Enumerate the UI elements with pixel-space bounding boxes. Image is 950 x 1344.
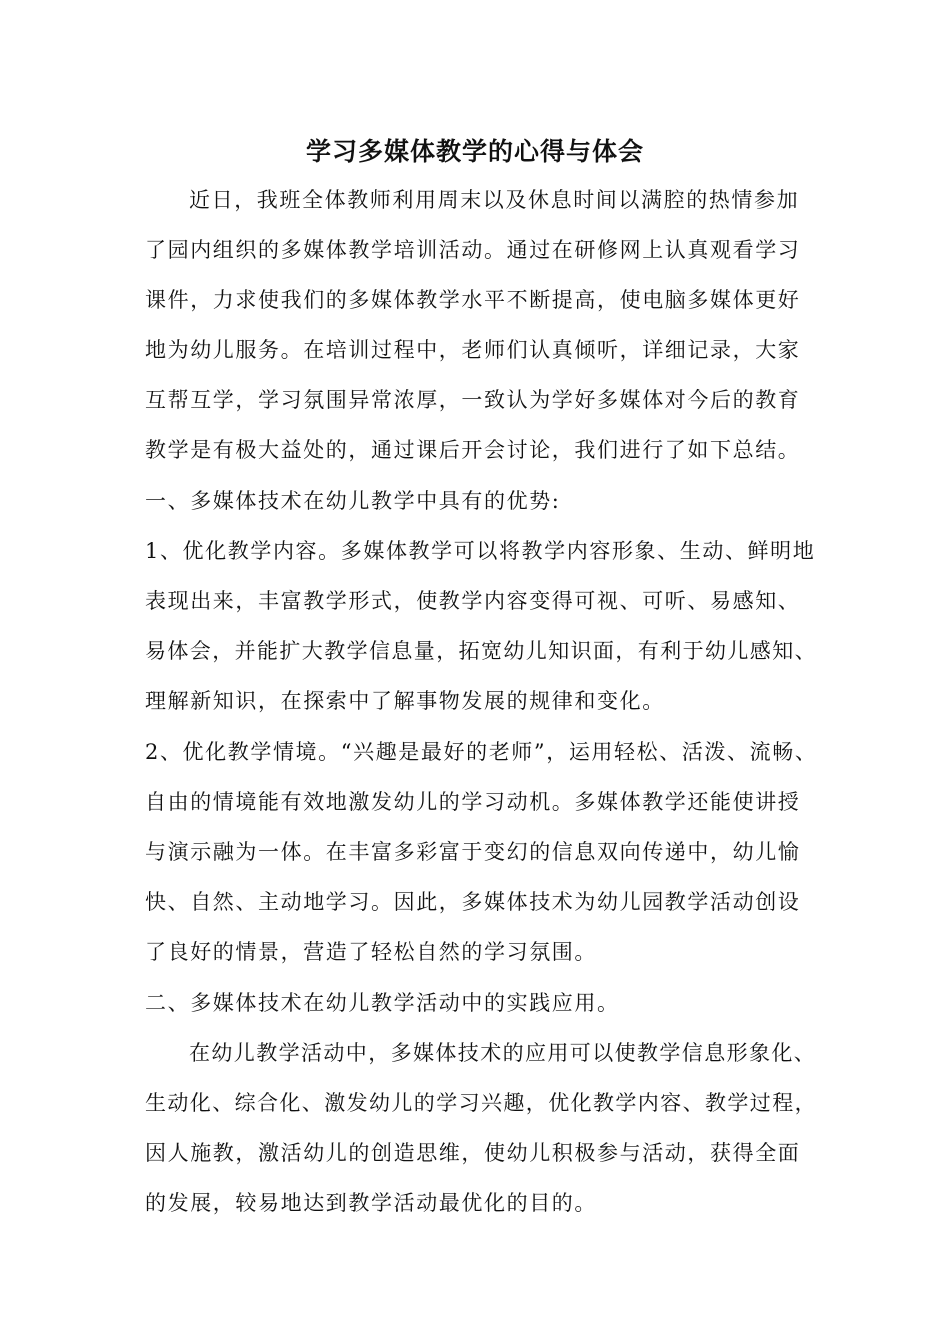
paragraph-line: 的发展，较易地达到教学活动最优化的目的。 bbox=[145, 1191, 597, 1215]
paragraph-line: 在幼儿教学活动中，多媒体技术的应用可以使教学信息形象化、 bbox=[189, 1041, 817, 1065]
paragraph-line: 了良好的情景，营造了轻松自然的学习氛围。 bbox=[145, 940, 597, 964]
paragraph-line: 与演示融为一体。在丰富多彩富于变幻的信息双向传递中，幼儿愉 bbox=[145, 840, 801, 864]
paragraph-line: 近日，我班全体教师利用周末以及休息时间以满腔的热情参加 bbox=[189, 188, 800, 212]
document-title: 学习多媒体教学的心得与体会 bbox=[305, 137, 644, 166]
paragraph-line: 生动化、综合化、激发幼儿的学习兴趣，优化教学内容、教学过程， bbox=[145, 1091, 817, 1115]
section-heading: 一、多媒体技术在幼儿教学中具有的优势: bbox=[145, 489, 561, 513]
paragraph-line: 2、优化教学情境。“兴趣是最好的老师”，运用轻松、活泼、流畅、 bbox=[145, 740, 818, 764]
paragraph-line: 易体会，并能扩大教学信息量，拓宽幼儿知识面，有利于幼儿感知、 bbox=[145, 639, 817, 663]
paragraph-line: 1、优化教学内容。多媒体教学可以将教学内容形象、生动、鲜明地 bbox=[145, 539, 816, 563]
paragraph-line: 自由的情境能有效地激发幼儿的学习动机。多媒体教学还能使讲授 bbox=[145, 790, 801, 814]
paragraph-line: 快、自然、主动地学习。因此，多媒体技术为幼儿园教学活动创设 bbox=[145, 890, 801, 914]
paragraph-line: 互帮互学，学习氛围异常浓厚，一致认为学好多媒体对今后的教育 bbox=[145, 388, 801, 412]
paragraph-line: 教学是有极大益处的，通过课后开会讨论，我们进行了如下总结。 bbox=[145, 438, 801, 462]
paragraph-line: 表现出来，丰富教学形式，使教学内容变得可视、可听、易感知、 bbox=[145, 589, 801, 613]
paragraph-line: 课件，力求使我们的多媒体教学水平不断提高，使电脑多媒体更好 bbox=[145, 288, 801, 312]
paragraph-line: 了园内组织的多媒体教学培训活动。通过在研修网上认真观看学习 bbox=[145, 238, 801, 262]
paragraph-line: 地为幼儿服务。在培训过程中，老师们认真倾听，详细记录，大家 bbox=[145, 338, 801, 362]
paragraph-line: 理解新知识，在探索中了解事物发展的规律和变化。 bbox=[145, 689, 665, 713]
section-heading: 二、多媒体技术在幼儿教学活动中的实践应用。 bbox=[145, 991, 620, 1015]
paragraph-line: 因人施教，激活幼儿的创造思维，使幼儿积极参与活动，获得全面 bbox=[145, 1141, 801, 1165]
